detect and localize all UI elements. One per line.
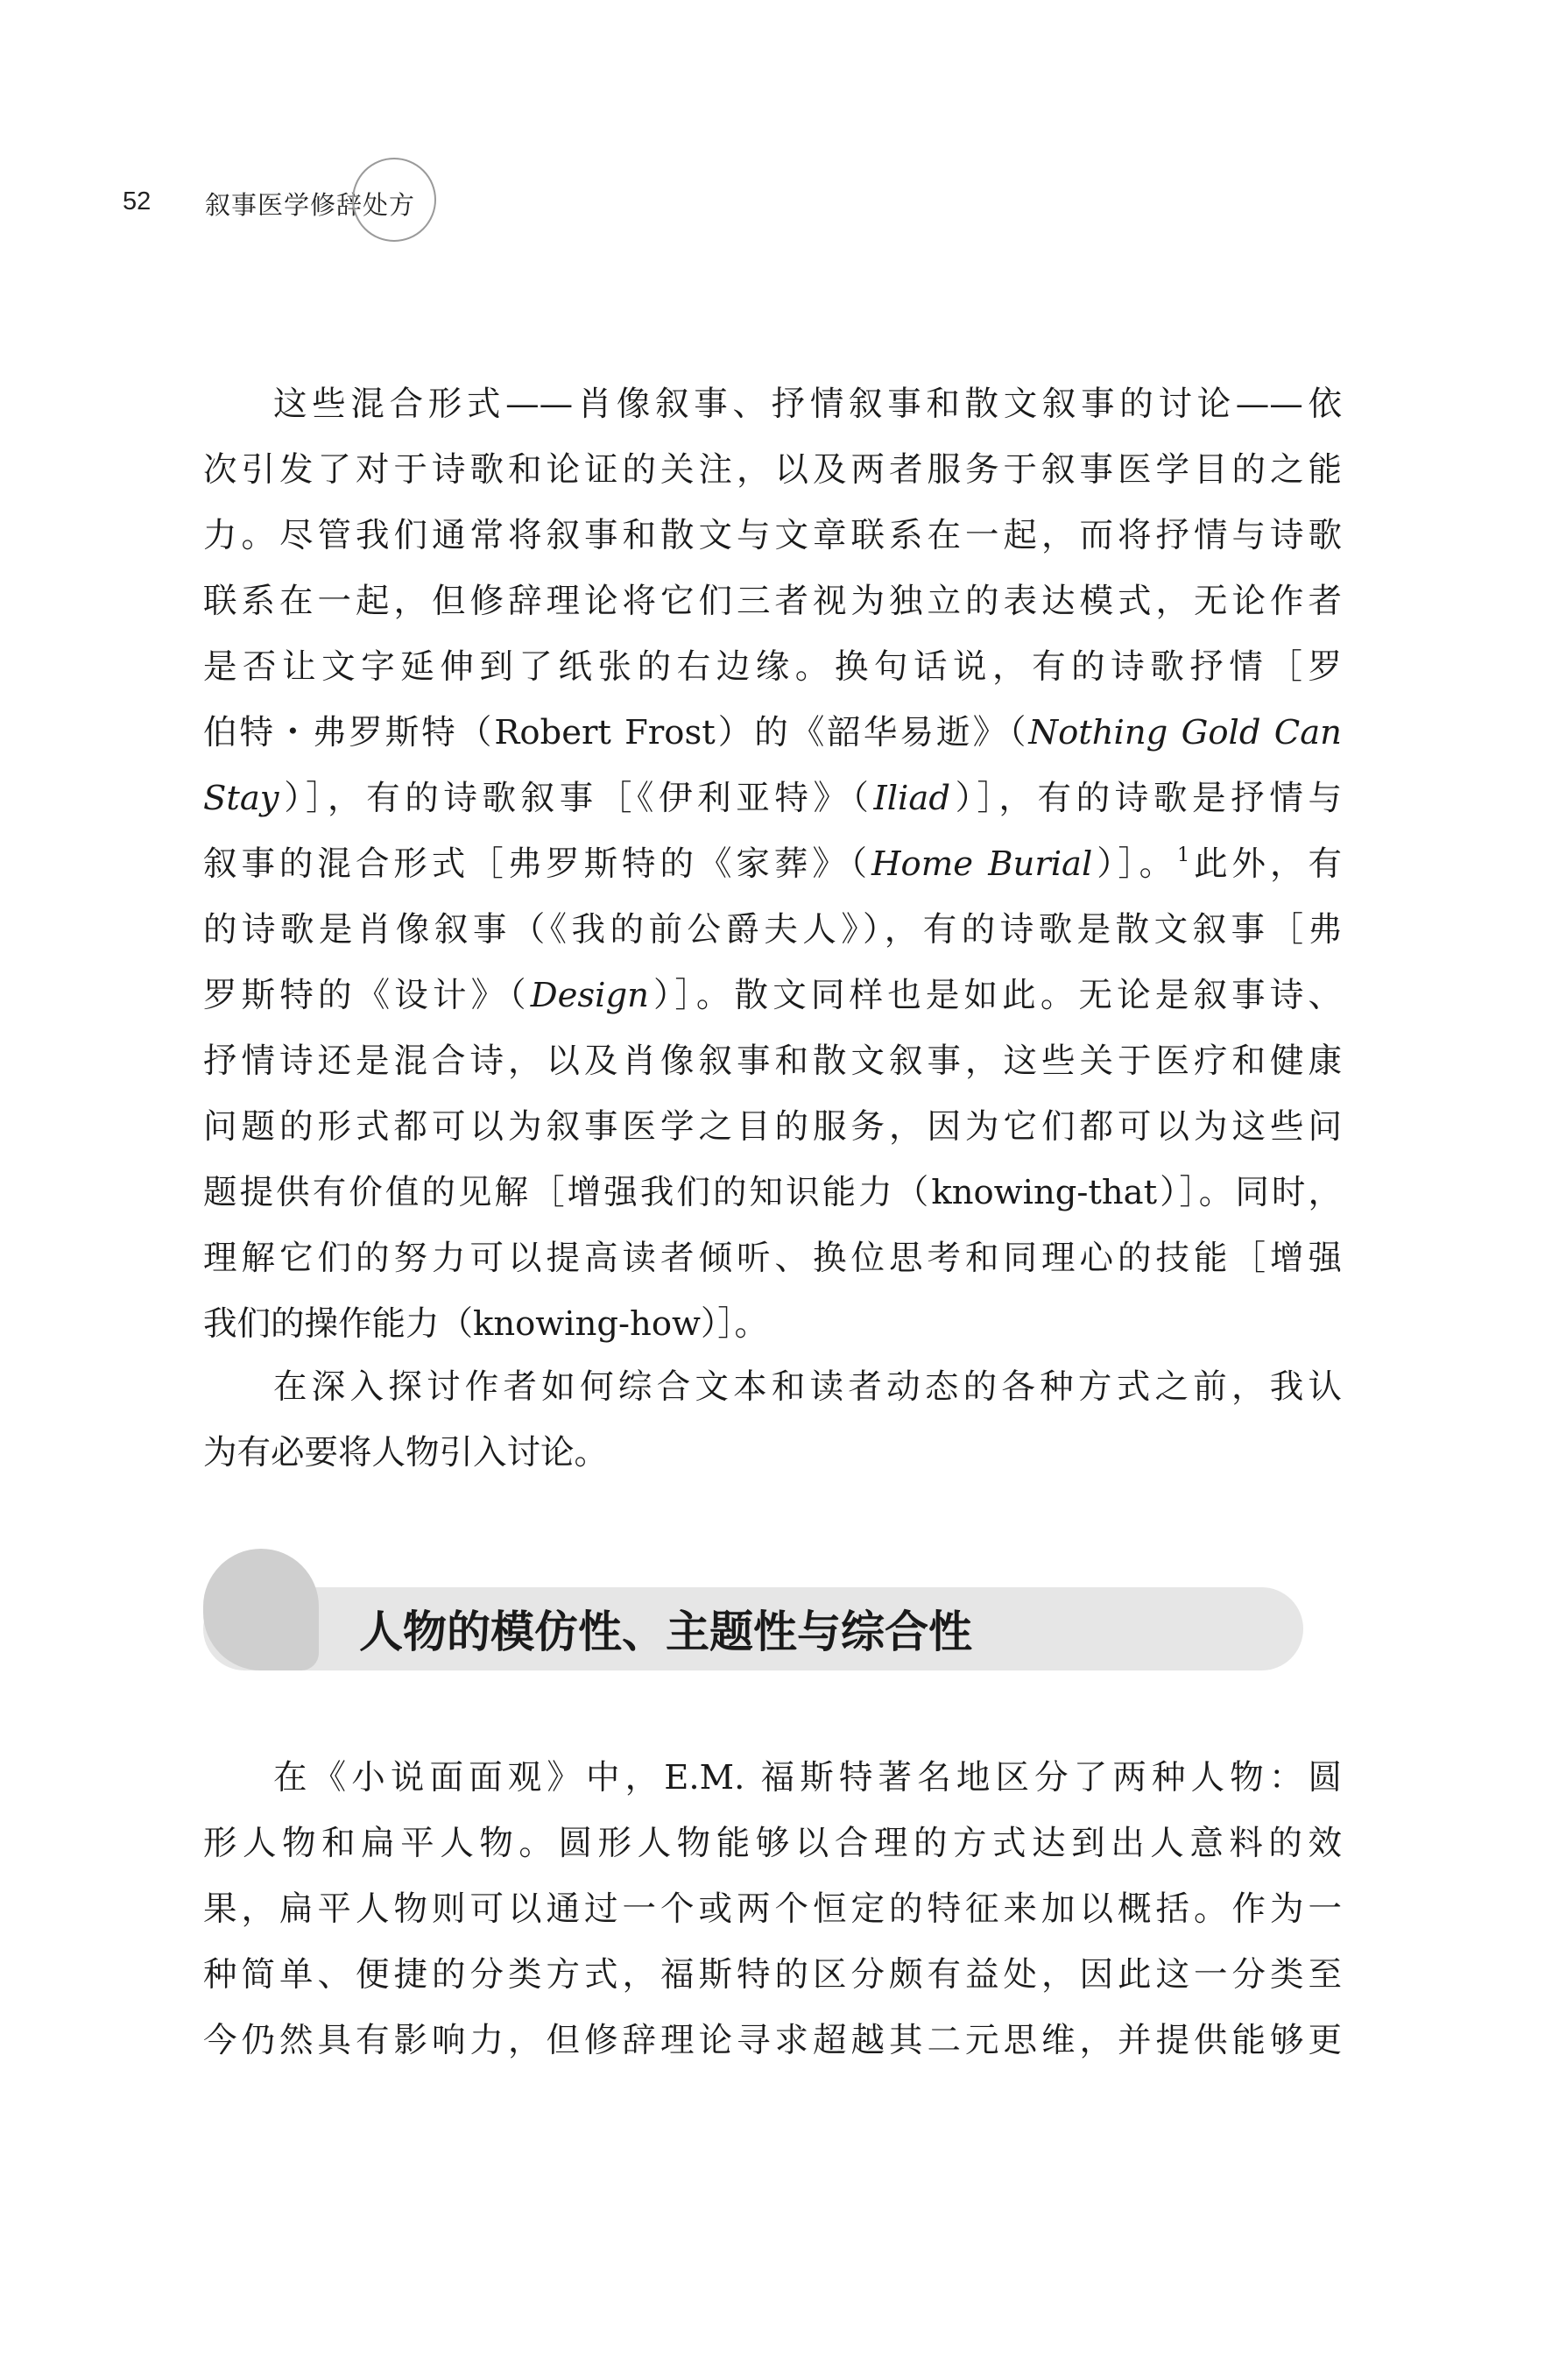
text-line: 这些混合形式——肖像叙事、抒情叙事和散文叙事的讨论——依: [273, 385, 1342, 424]
text-line: 今仍然具有影响力，但修辞理论寻求超越其二元思维，并提供能够更: [203, 2021, 1342, 2060]
banner-bubble-shape: [203, 1549, 319, 1670]
section-title: 人物的模仿性、主题性与综合性: [359, 1607, 972, 1657]
text-line-with-footnote: [203, 831, 1342, 897]
text-line: 力。尽管我们通常将叙事和散文与文章联系在一起，而将抒情与诗歌: [203, 516, 1342, 555]
text-line: 是否让文字延伸到了纸张的右边缘。换句话说，有的诗歌抒情［罗: [203, 647, 1342, 687]
text-line: 抒情诗还是混合诗，以及肖像叙事和散文叙事，这些关于医疗和健康: [203, 1042, 1342, 1081]
text-line: 的诗歌是肖像叙事（《我的前公爵夫人》），有的诗歌是散文叙事［弗: [203, 910, 1342, 950]
running-title: 叙事医学修辞处方: [205, 190, 416, 220]
text-line: 问题的形式都可以为叙事医学之目的服务，因为它们都可以为这些问: [203, 1107, 1342, 1147]
text-line: 次引发了对于诗歌和论证的关注，以及两者服务于叙事医学目的之能: [203, 450, 1342, 490]
text-line: 伯特・弗罗斯特（Robert Frost）的《韶华易逝》（Nothing Gold Can: [203, 713, 1342, 752]
body-paragraph-1: [203, 371, 1342, 1357]
text-segment: 叙事的混合形式［弗罗斯特的《家葬》（Home Burial）］。: [203, 844, 1178, 884]
text-line: 在《小说面面观》中，E.M. 福斯特著名地区分了两种人物：圆: [273, 1758, 1342, 1797]
text-segment: 此外，有: [1189, 844, 1342, 884]
text-line: 题提供有价值的见解［增强我们的知识能力（knowing-that）］。同时，: [203, 1173, 1342, 1212]
text-line: 在深入探讨作者如何综合文本和读者动态的各种方式之前，我认: [273, 1367, 1342, 1407]
page-number: 52: [123, 187, 152, 215]
text-line: 为有必要将人物引入讨论。: [203, 1433, 609, 1472]
decorative-circle: [352, 158, 436, 242]
text-line: 联系在一起，但修辞理论将它们三者视为独立的表达模式，无论作者: [203, 582, 1342, 621]
text-line: 罗斯特的《设计》（Design）］。散文同样也是如此。无论是叙事诗、: [203, 976, 1342, 1015]
page-header: [0, 0, 1552, 263]
banner-joint: [317, 1587, 335, 1670]
text-line: 我们的操作能力（knowing-how）］。: [203, 1304, 768, 1344]
section-heading-banner: [203, 1549, 1303, 1670]
text-line: Stay）］，有的诗歌叙事［《伊利亚特》（Iliad）］，有的诗歌是抒情与: [203, 779, 1342, 818]
text-line: 果，扁平人物则可以通过一个或两个恒定的特征来加以概括。作为一: [203, 1889, 1342, 1929]
text-line: 形人物和扁平人物。圆形人物能够以合理的方式达到出人意料的效: [203, 1824, 1342, 1863]
footnote-marker[interactable]: 1: [1177, 844, 1190, 866]
text-line: 种简单、便捷的分类方式，福斯特的区分颇有益处，因此这一分类至: [203, 1955, 1342, 1995]
body-paragraph-3: [203, 1745, 1342, 2073]
text-line: 理解它们的努力可以提高读者倾听、换位思考和同理心的技能［增强: [203, 1239, 1342, 1278]
body-paragraph-2: [203, 1354, 1342, 1486]
